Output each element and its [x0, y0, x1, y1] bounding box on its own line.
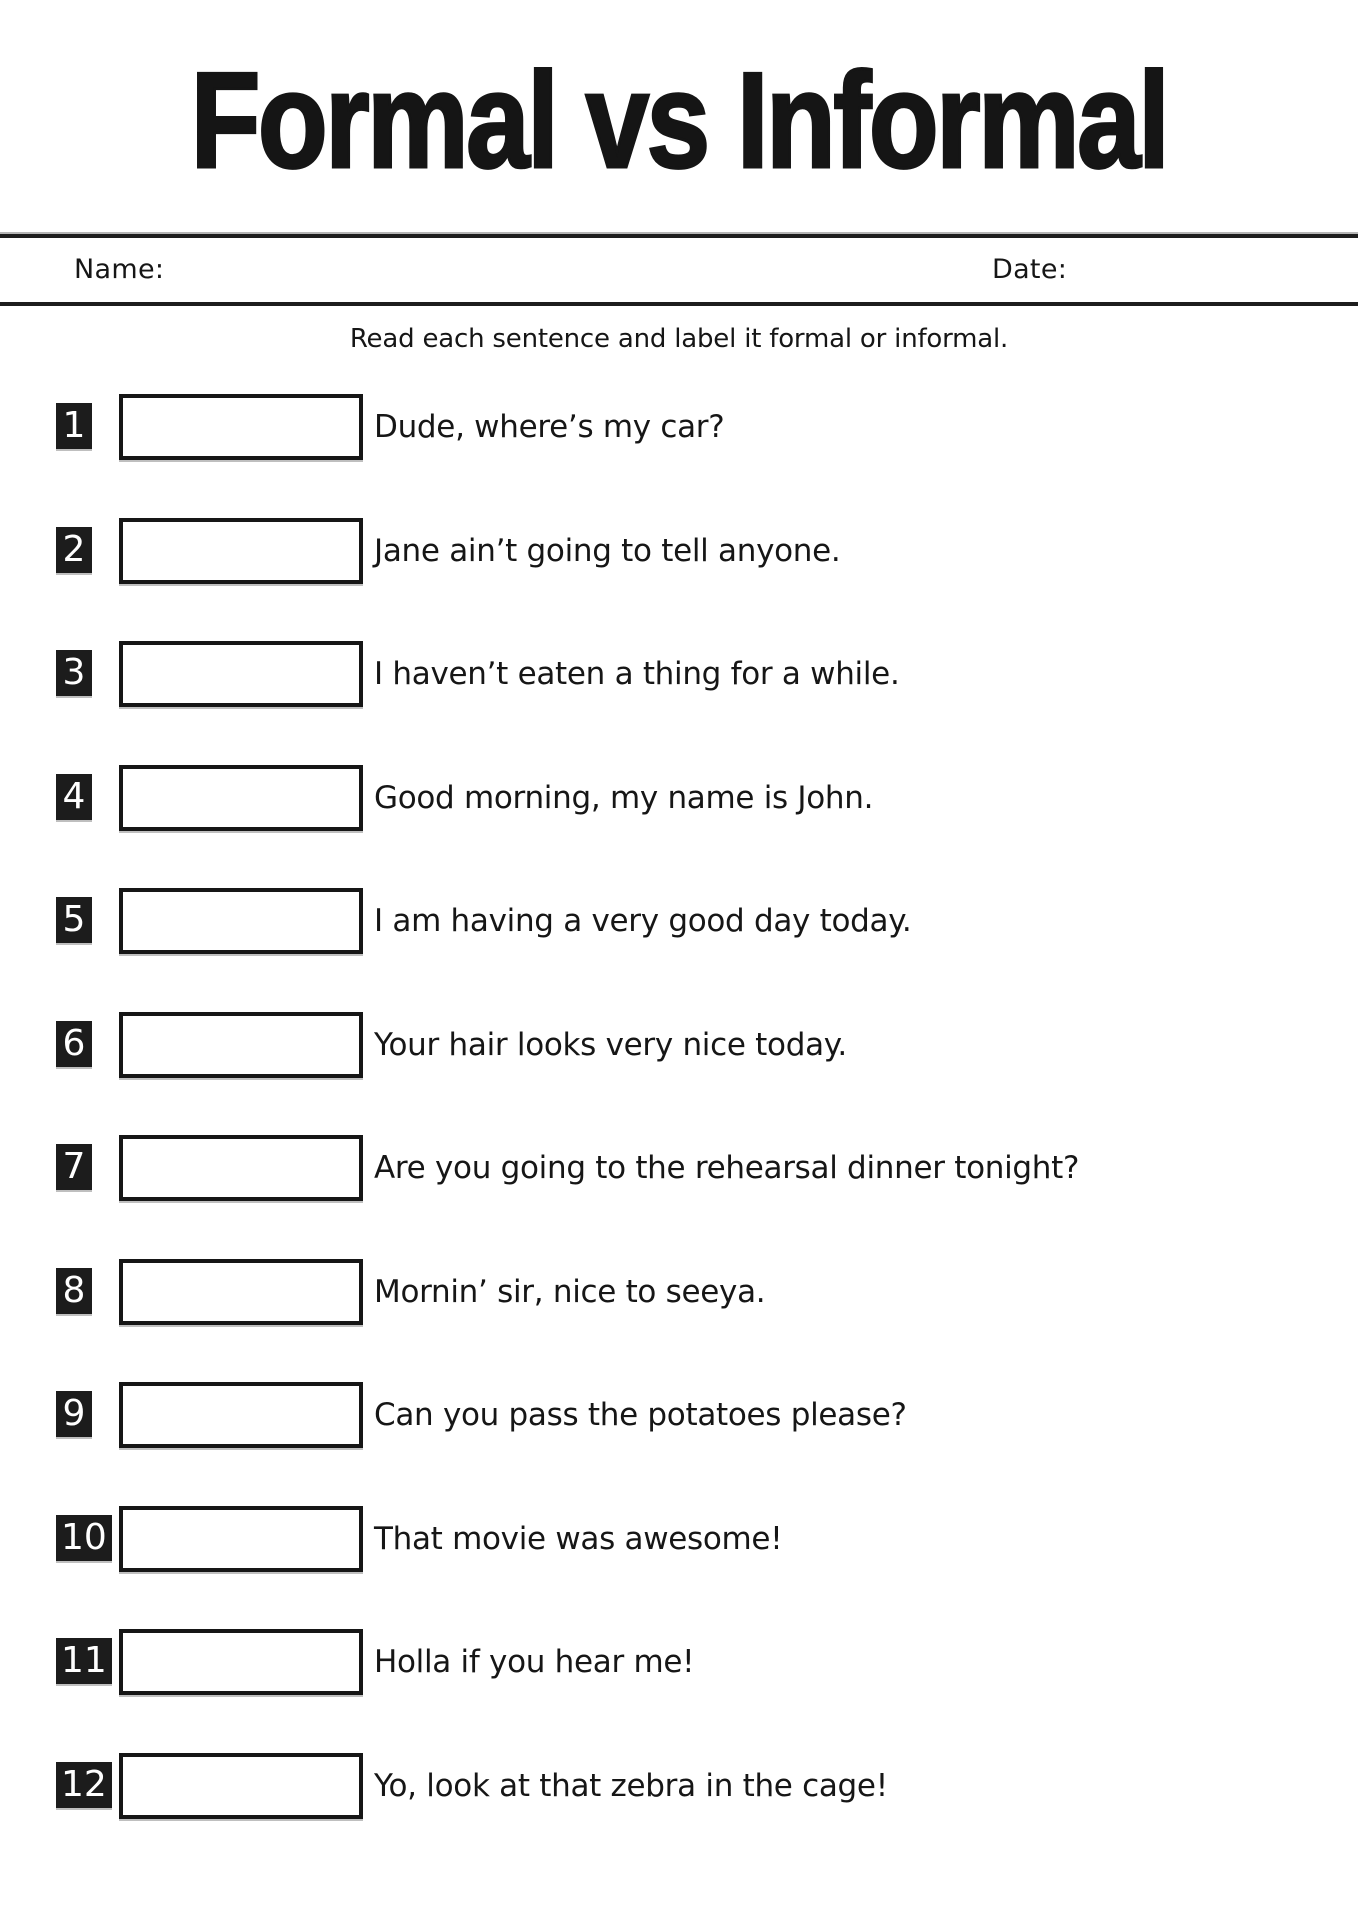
item-number-badge: [56, 403, 92, 449]
item-number-badge: [56, 1268, 92, 1314]
worksheet-row: [0, 1629, 1358, 1695]
answer-box-9[interactable]: [119, 1382, 363, 1448]
item-number: 1: [62, 405, 86, 446]
answer-box-4[interactable]: [119, 765, 363, 831]
name-label: Name:: [74, 254, 165, 285]
worksheet-row: [0, 888, 1358, 954]
item-number: 6: [62, 1023, 86, 1064]
item-number-badge: [56, 650, 92, 696]
worksheet-row: [0, 518, 1358, 584]
sentence-text: Are you going to the rehearsal dinner tonight?: [374, 1150, 1080, 1186]
header-divider-top: [0, 234, 1358, 238]
answer-box-3[interactable]: [119, 641, 363, 707]
item-number: 8: [62, 1270, 86, 1311]
sentence-text: Can you pass the potatoes please?: [374, 1397, 907, 1433]
instruction-text: Read each sentence and label it formal or informal.: [349, 324, 1009, 354]
worksheet-row: [0, 765, 1358, 831]
item-number: 7: [62, 1146, 86, 1187]
item-number-badge: [56, 1762, 112, 1808]
answer-box-10[interactable]: [119, 1506, 363, 1572]
item-number-badge: [56, 774, 92, 820]
answer-box-12[interactable]: [119, 1753, 363, 1819]
item-number-badge: [56, 527, 92, 573]
worksheet-row: [0, 1506, 1358, 1572]
item-number: 12: [61, 1764, 107, 1805]
date-label: Date:: [992, 254, 1068, 285]
item-number: 9: [62, 1393, 86, 1434]
sentence-text: Mornin’ sir, nice to seeya.: [374, 1274, 766, 1310]
worksheet-row: [0, 1259, 1358, 1325]
sentence-text: I am having a very good day today.: [374, 903, 912, 939]
sentence-text: Yo, look at that zebra in the cage!: [374, 1768, 888, 1804]
item-number: 2: [62, 529, 86, 570]
header-divider-bottom: [0, 302, 1358, 306]
answer-box-11[interactable]: [119, 1629, 363, 1695]
item-number: 3: [62, 652, 86, 693]
worksheet-row: [0, 394, 1358, 460]
sentence-text: That movie was awesome!: [374, 1521, 783, 1557]
item-number: 10: [61, 1517, 107, 1558]
worksheet-row: [0, 1012, 1358, 1078]
answer-box-5[interactable]: [119, 888, 363, 954]
item-number-badge: [56, 1391, 92, 1437]
worksheet-row: [0, 641, 1358, 707]
sentence-text: Your hair looks very nice today.: [374, 1027, 847, 1063]
item-number: 11: [61, 1640, 107, 1681]
answer-box-1[interactable]: [119, 394, 363, 460]
sentence-text: Dude, where’s my car?: [374, 409, 725, 445]
worksheet-row: [0, 1382, 1358, 1448]
sentence-text: Holla if you hear me!: [374, 1644, 695, 1680]
answer-box-7[interactable]: [119, 1135, 363, 1201]
worksheet-row: [0, 1753, 1358, 1819]
page-title: Formal vs Informal: [190, 44, 1168, 196]
answer-box-2[interactable]: [119, 518, 363, 584]
item-number: 5: [62, 899, 86, 940]
sentence-text: I haven’t eaten a thing for a while.: [374, 656, 900, 692]
item-number-badge: [56, 1144, 92, 1190]
sentence-text: Jane ain’t going to tell anyone.: [374, 533, 841, 569]
sentence-text: Good morning, my name is John.: [374, 780, 874, 816]
answer-box-8[interactable]: [119, 1259, 363, 1325]
item-number-badge: [56, 1638, 112, 1684]
item-number: 4: [62, 776, 86, 817]
item-number-badge: [56, 1021, 92, 1067]
item-number-badge: [56, 897, 92, 943]
answer-box-6[interactable]: [119, 1012, 363, 1078]
worksheet-row: [0, 1135, 1358, 1201]
item-number-badge: [56, 1515, 112, 1561]
